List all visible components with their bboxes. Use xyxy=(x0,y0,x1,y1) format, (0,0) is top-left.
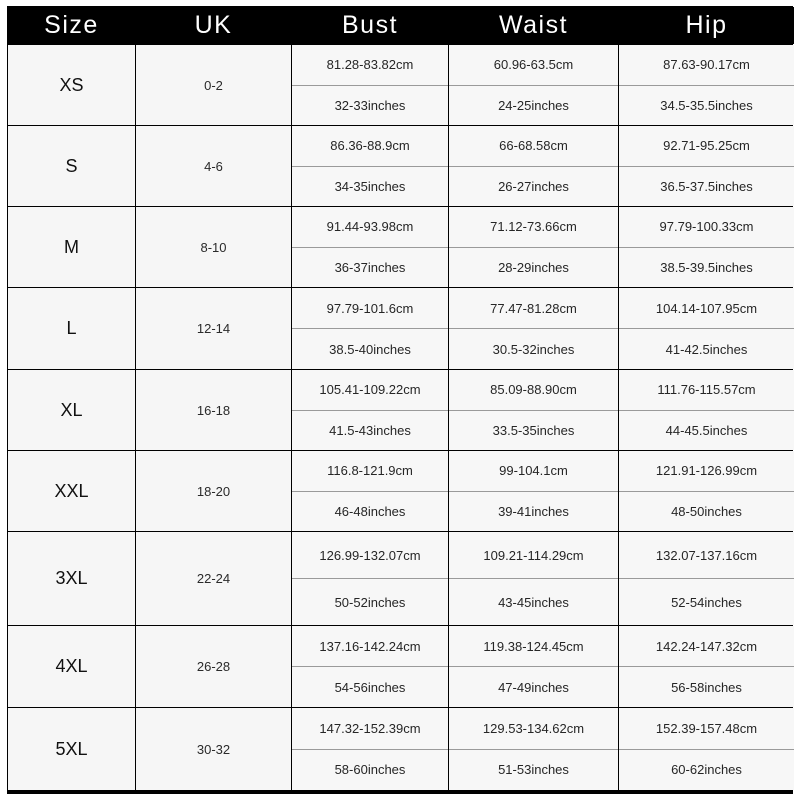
bust-measure xyxy=(292,45,448,125)
waist-cm: 129.53-134.62cm xyxy=(449,708,618,749)
waist-cm: 99-104.1cm xyxy=(449,451,618,491)
waist-cm: 109.21-114.29cm xyxy=(449,532,618,578)
waist-measure xyxy=(449,45,618,125)
bust-measure xyxy=(292,370,448,450)
hip-cm: 92.71-95.25cm xyxy=(619,126,794,166)
hip-inches: 52-54inches xyxy=(619,579,794,625)
uk-size: 30-32 xyxy=(136,708,291,790)
bust-measure xyxy=(292,708,448,790)
hip-cm: 87.63-90.17cm xyxy=(619,45,794,85)
waist-inches: 30.5-32inches xyxy=(449,329,618,369)
waist-inches: 26-27inches xyxy=(449,167,618,207)
hip-cm: 97.79-100.33cm xyxy=(619,207,794,247)
bust-inches: 38.5-40inches xyxy=(292,329,448,369)
size-label: XXL xyxy=(8,451,135,531)
waist-inches: 33.5-35inches xyxy=(449,411,618,451)
waist-measure xyxy=(449,626,618,707)
waist-cm: 85.09-88.90cm xyxy=(449,370,618,410)
bust-measure xyxy=(292,126,448,206)
bust-measure xyxy=(292,207,448,287)
waist-cm: 60.96-63.5cm xyxy=(449,45,618,85)
bust-inches: 41.5-43inches xyxy=(292,411,448,451)
bust-cm: 86.36-88.9cm xyxy=(292,126,448,166)
hip-inches: 34.5-35.5inches xyxy=(619,86,794,126)
waist-cm: 66-68.58cm xyxy=(449,126,618,166)
hip-inches: 44-45.5inches xyxy=(619,411,794,451)
hip-inches: 41-42.5inches xyxy=(619,329,794,369)
uk-size: 16-18 xyxy=(136,370,291,450)
hip-measure xyxy=(619,288,794,369)
waist-measure xyxy=(449,126,618,206)
hip-measure xyxy=(619,532,794,625)
header-size: Size xyxy=(8,7,135,44)
waist-measure xyxy=(449,207,618,287)
size-label: 3XL xyxy=(8,532,135,625)
hip-measure xyxy=(619,207,794,287)
hip-cm: 121.91-126.99cm xyxy=(619,451,794,491)
size-label: XS xyxy=(8,45,135,125)
waist-cm: 77.47-81.28cm xyxy=(449,288,618,328)
waist-inches: 28-29inches xyxy=(449,248,618,288)
hip-measure xyxy=(619,45,794,125)
bust-cm: 81.28-83.82cm xyxy=(292,45,448,85)
hip-cm: 142.24-147.32cm xyxy=(619,626,794,666)
bust-cm: 137.16-142.24cm xyxy=(292,626,448,666)
size-label: XL xyxy=(8,370,135,450)
waist-inches: 47-49inches xyxy=(449,667,618,707)
bust-inches: 54-56inches xyxy=(292,667,448,707)
header-hip: Hip xyxy=(619,7,794,44)
bust-measure xyxy=(292,626,448,707)
bust-inches: 50-52inches xyxy=(292,579,448,625)
waist-measure xyxy=(449,370,618,450)
bust-cm: 116.8-121.9cm xyxy=(292,451,448,491)
uk-size: 26-28 xyxy=(136,626,291,707)
size-label: L xyxy=(8,288,135,369)
uk-size: 18-20 xyxy=(136,451,291,531)
waist-inches: 24-25inches xyxy=(449,86,618,126)
bust-cm: 147.32-152.39cm xyxy=(292,708,448,749)
hip-cm: 104.14-107.95cm xyxy=(619,288,794,328)
waist-cm: 71.12-73.66cm xyxy=(449,207,618,247)
hip-cm: 111.76-115.57cm xyxy=(619,370,794,410)
bust-cm: 91.44-93.98cm xyxy=(292,207,448,247)
hip-measure xyxy=(619,626,794,707)
hip-cm: 132.07-137.16cm xyxy=(619,532,794,578)
bust-measure xyxy=(292,451,448,531)
size-label: 5XL xyxy=(8,708,135,790)
waist-inches: 39-41inches xyxy=(449,492,618,532)
hip-measure xyxy=(619,126,794,206)
uk-size: 8-10 xyxy=(136,207,291,287)
hip-measure xyxy=(619,451,794,531)
hip-inches: 36.5-37.5inches xyxy=(619,167,794,207)
bust-inches: 34-35inches xyxy=(292,167,448,207)
hip-inches: 60-62inches xyxy=(619,750,794,791)
hip-measure xyxy=(619,708,794,790)
bust-inches: 32-33inches xyxy=(292,86,448,126)
bust-inches: 58-60inches xyxy=(292,750,448,791)
uk-size: 22-24 xyxy=(136,532,291,625)
bust-inches: 46-48inches xyxy=(292,492,448,532)
bust-measure xyxy=(292,532,448,625)
hip-inches: 38.5-39.5inches xyxy=(619,248,794,288)
header-uk: UK xyxy=(136,7,291,44)
bust-cm: 126.99-132.07cm xyxy=(292,532,448,578)
hip-measure xyxy=(619,370,794,450)
bust-cm: 97.79-101.6cm xyxy=(292,288,448,328)
waist-measure xyxy=(449,288,618,369)
header-waist: Waist xyxy=(449,7,618,44)
hip-cm: 152.39-157.48cm xyxy=(619,708,794,749)
waist-measure xyxy=(449,708,618,790)
waist-inches: 51-53inches xyxy=(449,750,618,791)
waist-measure xyxy=(449,451,618,531)
hip-inches: 48-50inches xyxy=(619,492,794,532)
hip-inches: 56-58inches xyxy=(619,667,794,707)
header-bust: Bust xyxy=(292,7,448,44)
bust-inches: 36-37inches xyxy=(292,248,448,288)
bust-cm: 105.41-109.22cm xyxy=(292,370,448,410)
size-chart-table xyxy=(7,6,793,794)
size-label: M xyxy=(8,207,135,287)
size-label: S xyxy=(8,126,135,206)
uk-size: 12-14 xyxy=(136,288,291,369)
bust-measure xyxy=(292,288,448,369)
waist-cm: 119.38-124.45cm xyxy=(449,626,618,666)
waist-measure xyxy=(449,532,618,625)
size-label: 4XL xyxy=(8,626,135,707)
uk-size: 0-2 xyxy=(136,45,291,125)
uk-size: 4-6 xyxy=(136,126,291,206)
waist-inches: 43-45inches xyxy=(449,579,618,625)
